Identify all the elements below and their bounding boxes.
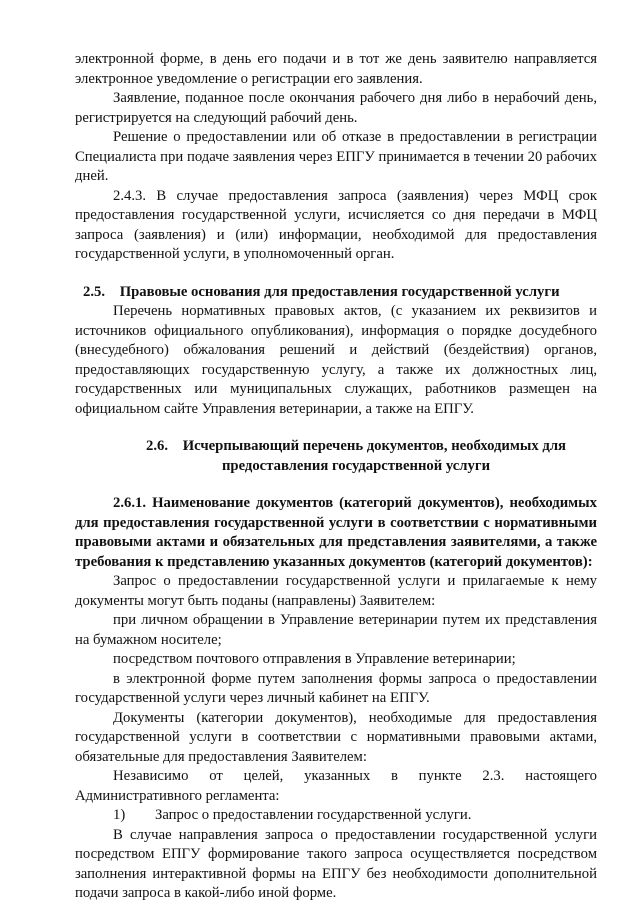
section-2-6-number: 2.6. — [145, 438, 169, 454]
spacer — [75, 419, 597, 437]
section-2-5-number: 2.5. — [83, 283, 106, 300]
list-item — [75, 806, 597, 826]
paragraph-required-documents: Документы (категории документов), необходимые для предоставления государственной услуги в соответствии с нормативными правовыми актами, обязательные для предоставления Заявителем: — [75, 709, 597, 765]
list-item-number: 1) — [113, 807, 126, 823]
section-2-5-heading — [75, 283, 597, 303]
paragraph-regardless-of-purpose: Независимо от целей, указанных в пункте 2.3. настоящего Административного регламента: — [75, 768, 597, 804]
paragraph-nonworking-day: Заявление, поданное после окончания рабочего дня либо в нерабочий день, регистрируется на следующий рабочий день. — [75, 90, 597, 126]
section-2-5-title: Правовые основания для предоставления государственной услуги — [119, 283, 560, 300]
paragraph-electronic: в электронной форме путем заполнения формы запроса о предоставлении государственной услуги через личный кабинет на ЕПГУ. — [75, 670, 597, 706]
section-2-6-title-line2: предоставления государственной услуги — [221, 457, 491, 474]
paragraph-decision-term: Решение о предоставлении или об отказе в предоставлении в регистрации Специалиста при подаче заявления через ЕПГУ принимается в течении 20 рабочих дней. — [75, 129, 597, 184]
spacer — [75, 476, 597, 494]
section-2-5-text: Перечень нормативных правовых актов, (с указанием их реквизитов и источников официального опубликования), информация о порядке досудебного (внесудебного) обжалования решений и действий (бездействия) органов, предоставляющих государственную услугу, а также их должностных лиц, государственных или муниципальных служащих, работников размещен на официальном сайте Управления ветеринарии, а также на ЕПГУ. — [75, 303, 597, 417]
paragraph-2-4-3: 2.4.3. В случае предоставления запроса (заявления) через МФЦ срок предоставления государственной услуги, исчисляется со дня передачи в МФЦ запроса (заявления) и (или) информации, необходимой для предоставления государственной услуги, в уполномоченный орган. — [75, 187, 597, 262]
paragraph-request-submission: Запрос о предоставлении государственной услуги и прилагаемые к нему документы могут быть поданы (направлены) Заявителем: — [75, 573, 597, 609]
list-item-text: Запрос о предоставлении государственной услуги. — [155, 807, 472, 823]
section-2-6-title-line1: Исчерпывающий перечень документов, необходимых для — [182, 438, 567, 454]
section-2-6-1-heading: 2.6.1. Наименование документов (категорий документов), необходимых для предоставления государственной услуги в соответствии с нормативными правовыми актами и обязательных для представления заявителями, а также требования к представлению указанных документов (категорий документов): — [75, 495, 597, 570]
paragraph-personal-visit: при личном обращении в Управление ветеринарии путем их представления на бумажном носителе; — [75, 612, 597, 648]
paragraph-epgu-request: В случае направления запроса о предоставлении государственной услуги посредством ЕПГУ формирование такого запроса осуществляется посредством заполнения интерактивной формы на ЕПГУ без необходимости дополнительной подачи запроса в какой-либо иной форме. — [75, 826, 597, 901]
spacer — [75, 265, 597, 283]
paragraph-registration-notice: электронной форме, в день его подачи и в тот же день заявителю направляется электронное уведомление о регистрации его заявления. — [75, 51, 597, 87]
paragraph-postal: посредством почтового отправления в Управление ветеринарии; — [113, 651, 516, 667]
section-2-6-heading — [75, 437, 597, 476]
